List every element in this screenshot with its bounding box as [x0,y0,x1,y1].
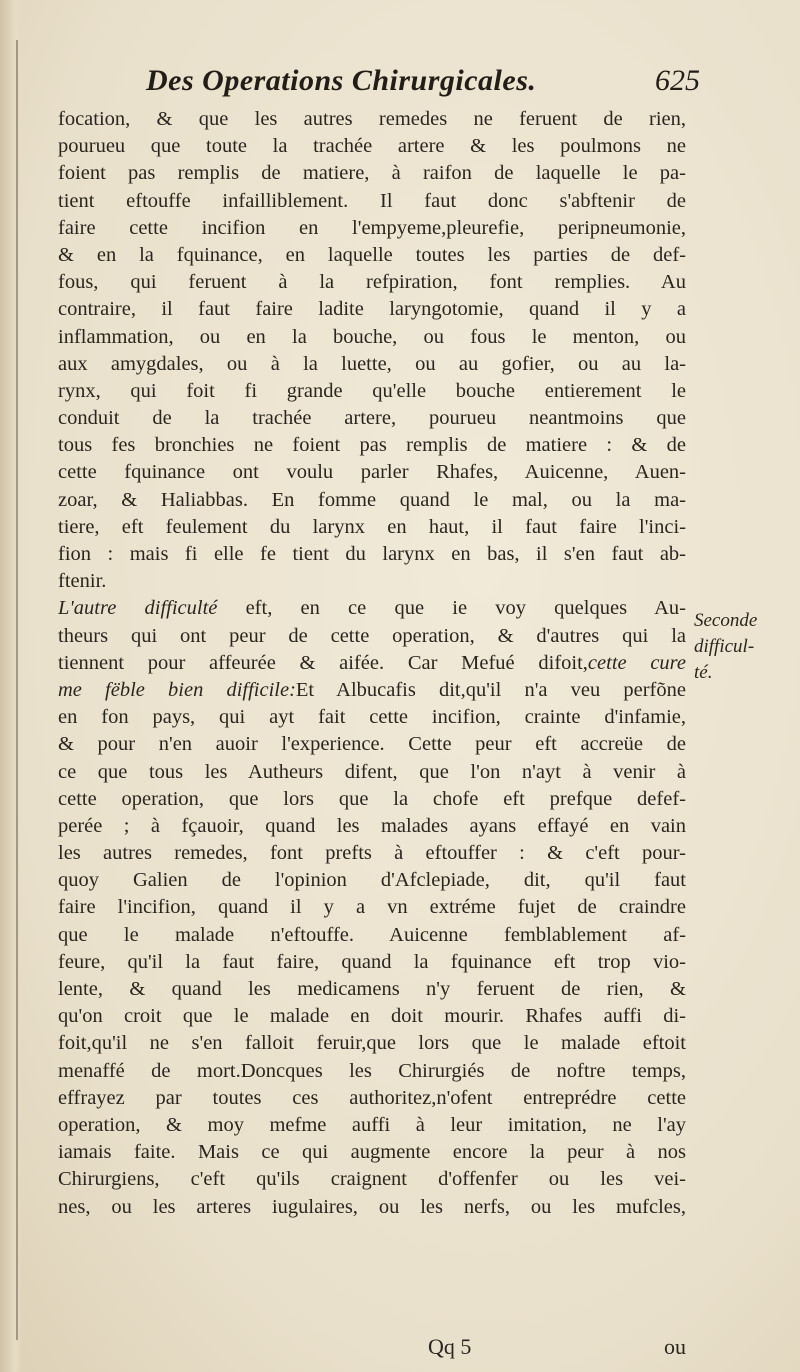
text-segment: nes, ou les arteres iugulaires, ou les nerfs, ou les mufcles, [58,1195,686,1218]
paragraph-2 [58,595,686,1220]
text-segment: cette operation, que lors que la chofe eft prefque defef- [58,787,686,810]
body-text [58,106,686,1221]
catchword: ou [664,1334,686,1359]
text-line [58,1085,686,1112]
text-segment: menaffé de mort.Doncques les Chirurgiés de noftre temps, [58,1059,686,1082]
text-line: rynx, qui foit fi grande qu'elle bouche entierement le [58,379,686,402]
text-line [58,894,686,921]
text-line [58,595,686,622]
text-segment: eft, en ce que ie voy quelques Au- [217,597,686,620]
text-segment: iamais faite. Mais ce qui augmente encore la peur à nos [58,1141,686,1164]
text-line: zoar, & Haliabbas. En fomme quand le mal, ou la ma- [58,488,686,511]
text-line: tiere, eft feulement du larynx en haut, il faut faire l'inci- [58,515,686,538]
text-line: & en la fquinance, en laquelle toutes les parties de def- [58,243,686,266]
text-line: conduit de la trachée artere, pourueu neantmoins que [58,407,686,430]
text-segment: Chirurgiens, c'eft qu'ils craignent d'offenfer ou les vei- [58,1168,686,1191]
text-line: inflammation, ou en la bouche, ou fous le menton, ou [58,325,686,348]
text-line [58,922,686,949]
signature-mark: Qq 5 [428,1334,472,1359]
text-line: tient eftouffe infailliblement. Il faut donc s'abftenir de [58,189,686,212]
text-line [58,840,686,867]
text-line [58,731,686,758]
text-line [58,1112,686,1139]
text-line: fous, qui feruent à la refpiration, font remplies. Au [58,271,686,294]
margin-note-line: Seconde [694,610,758,631]
text-line: foient pas remplis de matiere, à raifon de laquelle le pa- [58,162,686,185]
italic-phrase: cette cure [587,651,686,674]
text-segment: tiennent pour affeurée & aifée. Car Mefué difoit, [58,651,588,674]
text-line [58,1139,686,1166]
text-segment: perée ; à fçauoir, quand les malades ayans effayé en vain [58,814,686,837]
margin-note [694,608,794,686]
margin-note-line: té. [694,662,713,683]
page-number: 625 [655,64,700,97]
paragraph-1 [58,106,686,595]
text-segment: les autres remedes, font prefts à eftouffer : & c'eft pour- [58,842,686,865]
page-footer [58,1334,686,1364]
text-line: fion : mais fi elle fe tient du larynx en bas, il s'en faut ab- [58,543,686,565]
text-line [58,650,686,677]
text-line [58,949,686,976]
running-head-title: Des Operations Chirurgicales. [146,64,537,97]
text-segment: effrayez par toutes ces authoritez,n'ofent entreprédre cette [58,1086,686,1109]
text-segment: que le malade n'eftouffe. Auicenne femblablement af- [58,923,686,946]
text-line [58,1194,686,1221]
text-line [58,704,686,731]
text-line [58,677,686,704]
text-line [58,1003,686,1030]
text-segment: faire l'incifion, quand il y a vn extréme fujet de craindre [58,896,686,919]
text-line [58,1058,686,1085]
text-segment: quoy Galien de l'opinion d'Afclepiade, dit, qu'il faut [58,869,686,892]
text-segment: operation, & moy mefme auffi à leur imitation, ne l'ay [58,1113,686,1136]
text-segment: feure, qu'il la faut faire, quand la fquinance eft trop vio- [58,950,686,973]
text-line: ftenir. [58,570,107,593]
text-segment: foit,qu'il ne s'en falloit feruir,que lors que le malade eftoit [58,1032,686,1055]
text-segment: & pour n'en auoir l'experience. Cette peur eft accreüe de [58,733,686,756]
binding-gutter [0,0,22,1372]
text-line [58,976,686,1003]
text-line [58,867,686,894]
text-segment: Et Albucafis dit,qu'il n'a veu perfõne [295,678,686,701]
gutter-edge-line [16,40,18,1340]
text-line [58,786,686,813]
text-segment: qu'on croit que le malade en doit mourir. Rhafes auffi di- [58,1005,686,1028]
text-line: faire cette incifion en l'empyeme,pleurefie, peripneumonie, [58,216,686,239]
running-head [60,64,700,104]
text-line: tous fes bronchies ne foient pas remplis de matiere : & de [58,434,686,457]
text-line: aux amygdales, ou à la luette, ou au gofier, ou au la- [58,352,686,375]
text-line: focation, & que les autres remedes ne feruent de rien, [58,108,686,130]
text-line [58,623,686,650]
italic-phrase: L'autre difficulté [58,597,218,620]
text-segment: ce que tous les Autheurs difent, que l'on n'ayt à venir à [58,760,686,783]
text-line: contraire, il faut faire ladite laryngotomie, quand il y a [58,298,686,321]
text-line [58,1166,686,1193]
margin-note-line: difficul- [694,636,755,657]
text-line: cette fquinance ont voulu parler Rhafes, Auicenne, Auen- [58,461,686,484]
text-segment: en fon pays, qui ayt fait cette incifion, crainte d'infamie, [58,706,686,729]
text-line [58,1030,686,1057]
text-line [58,759,686,786]
text-segment: theurs qui ont peur de cette operation, & d'autres qui la [58,624,686,647]
text-segment: lente, & quand les medicamens n'y feruent de rien, & [58,978,686,1000]
italic-phrase: me fëble bien difficile: [58,678,296,701]
text-line: pourueu que toute la trachée artere & les poulmons ne [58,135,686,158]
text-line [58,813,686,840]
